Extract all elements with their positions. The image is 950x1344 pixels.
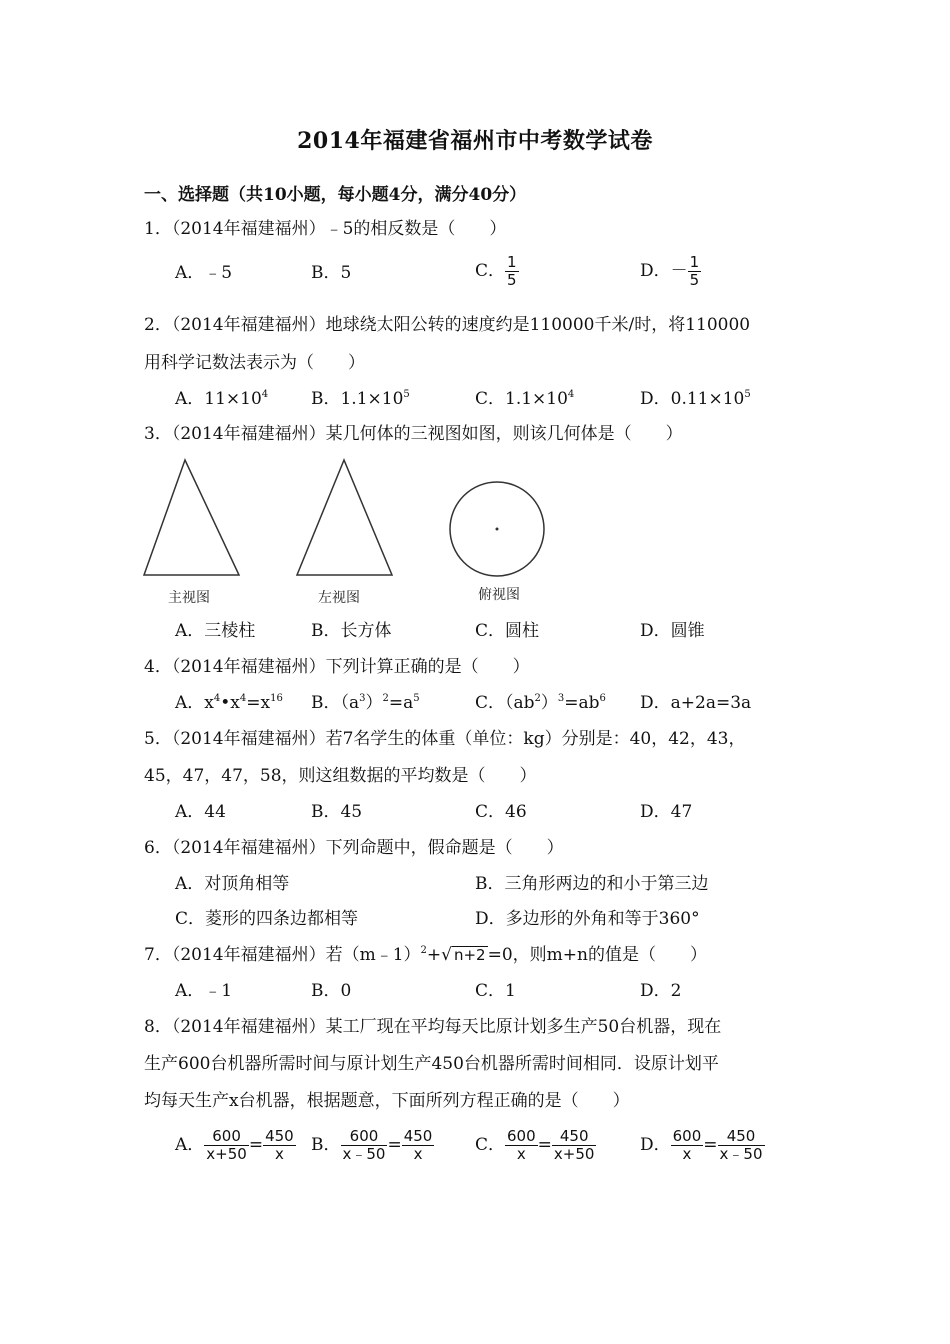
q2-c-exponent: 4 — [567, 389, 575, 400]
q8-b-label: B． — [311, 1135, 341, 1155]
q4-a-exp3: 16 — [270, 693, 283, 704]
q8-b-fraction2 — [402, 1128, 435, 1163]
q5-option-b: B．45 — [311, 802, 363, 822]
q7-option-c: C．1 — [475, 981, 516, 1001]
q4-b-part3: =a — [388, 693, 414, 713]
q8-d-num1: 600 — [672, 1127, 702, 1145]
q4-b-exp2: 2 — [382, 693, 389, 704]
q1-option-c-label: C． — [475, 261, 506, 281]
q4-a-part3: =x — [246, 693, 271, 713]
q1-option-d-fraction — [688, 254, 702, 289]
q3-option-b: B．长方体 — [311, 621, 392, 641]
q1-option-c-fraction — [505, 254, 519, 289]
q3-option-c: C．圆柱 — [475, 621, 540, 641]
q4-stem: 4．（2014年福建福州）下列计算正确的是（ ） — [144, 657, 530, 677]
q2-option-b — [311, 388, 410, 410]
q4-c-exp1: 2 — [534, 693, 541, 704]
left-view-triangle — [292, 456, 402, 580]
q8-d-fraction1 — [671, 1128, 704, 1163]
q8-d-equals: = — [703, 1135, 718, 1155]
q8-d-den2: x﹣50 — [719, 1145, 763, 1163]
q4-b-exp3: 5 — [413, 693, 420, 704]
q8-a-fraction1 — [204, 1128, 249, 1163]
q6-stem: 6．（2014年福建福州）下列命题中，假命题是（ ） — [144, 838, 564, 858]
q1-c-denominator: 5 — [507, 271, 517, 289]
q4-option-b — [311, 692, 420, 714]
page-title: 2014年福建省福州市中考数学试卷 — [297, 128, 653, 154]
q8-c-fraction1 — [505, 1128, 538, 1163]
q2-stem-line1: 2．（2014年福建福州）地球绕太阳公转的速度约是110000千米/时，将110000 — [144, 315, 751, 335]
q8-a-den2: x — [274, 1145, 284, 1163]
q8-a-num2: 450 — [265, 1127, 294, 1145]
q1-d-numerator: 1 — [689, 253, 700, 271]
q2-option-c — [475, 388, 574, 410]
sqrt-icon: √ — [441, 945, 452, 965]
q2-d-exponent: 5 — [744, 389, 751, 400]
q8-c-fraction2 — [552, 1128, 597, 1163]
q4-a-exp1: 4 — [213, 693, 221, 704]
q8-c-num1: 600 — [507, 1127, 536, 1145]
q8-b-num2: 450 — [403, 1127, 433, 1145]
q2-stem-line2: 用科学记数法表示为（ ） — [144, 353, 365, 373]
q8-a-label: A． — [175, 1135, 205, 1155]
q5-option-a: A．44 — [175, 802, 226, 822]
q8-b-den1: x﹣50 — [342, 1145, 386, 1163]
q8-a-den1: x+50 — [206, 1145, 247, 1163]
q3-option-d: D．圆锥 — [640, 621, 705, 641]
q4-option-d: D．a+2a=3a — [640, 693, 752, 713]
q4-b-exp1: 3 — [359, 693, 366, 704]
q8-a-fraction2 — [263, 1128, 296, 1163]
q2-b-exponent: 5 — [403, 389, 410, 400]
q8-option-c — [475, 1128, 596, 1163]
q4-a-part1: A．x — [175, 693, 214, 713]
q2-option-d — [640, 388, 751, 410]
q8-b-num1: 600 — [341, 1128, 388, 1146]
q8-c-den1: x — [516, 1145, 526, 1163]
q5-stem-line1: 5．（2014年福建福州）若7名学生的体重（单位：kg）分别是：40，42，43， — [144, 729, 746, 749]
q7-stem — [144, 944, 707, 966]
q8-stem-line1: 8．（2014年福建福州）某工厂现在平均每天比原计划多生产50台机器，现在 — [144, 1017, 722, 1037]
q4-a-part2: •x — [220, 693, 240, 713]
q8-stem-line2: 生产600台机器所需时间与原计划生产450台机器所需时间相同．设原计划平 — [144, 1054, 719, 1074]
q6-option-c: C．菱形的四条边都相等 — [175, 909, 359, 929]
q7-option-d: D．2 — [640, 981, 682, 1001]
q8-c-label: C． — [475, 1135, 506, 1155]
q7-radicand: n+2 — [453, 946, 486, 964]
q1-option-d-label: D． — [640, 261, 671, 281]
q8-b-den2: x — [413, 1145, 423, 1163]
q1-d-denominator: 5 — [689, 271, 700, 289]
q4-c-part2: ） — [540, 693, 558, 713]
q1-option-a: A．﹣5 — [175, 263, 233, 283]
q8-b-fraction1 — [341, 1128, 388, 1163]
q8-c-equals: = — [537, 1135, 552, 1155]
q7-option-b: B．0 — [311, 981, 352, 1001]
q3-option-a: A．三棱柱 — [175, 621, 256, 641]
q7-stem-part2: =0，则m+n的值是（ ） — [487, 945, 707, 965]
q4-a-exp2: 4 — [239, 693, 247, 704]
q1-d-minus: － — [670, 261, 688, 281]
q4-option-a — [175, 692, 283, 714]
q1-stem: 1．（2014年福建福州）﹣5的相反数是（ ） — [144, 219, 507, 239]
q8-d-den1: x — [682, 1145, 692, 1163]
q8-c-den2: x+50 — [553, 1145, 595, 1163]
q8-d-label: D． — [640, 1135, 671, 1155]
q4-b-part2: ） — [365, 693, 383, 713]
q4-c-exp2: 3 — [557, 693, 565, 704]
q4-b-part1: B．（a — [311, 693, 360, 713]
q5-stem-line2: 45，47，47，58，则这组数据的平均数是（ ） — [144, 766, 537, 786]
front-view-label: 主视图 — [168, 590, 210, 606]
q4-c-part3: =ab — [564, 693, 600, 713]
section-heading: 一、选择题（共10小题，每小题4分，满分40分） — [144, 185, 527, 205]
q1-option-c — [475, 254, 519, 289]
q8-option-b — [311, 1128, 434, 1163]
q2-d-base: D．0.11×10 — [640, 389, 745, 409]
left-view-label: 左视图 — [318, 590, 360, 606]
q5-option-d: D．47 — [640, 802, 693, 822]
q2-b-base: B．1.1×10 — [311, 389, 404, 409]
q3-stem: 3．（2014年福建福州）某几何体的三视图如图，则该几何体是（ ） — [144, 424, 683, 444]
q8-stem-line3: 均每天生产x台机器，根据题意，下面所列方程正确的是（ ） — [144, 1091, 630, 1111]
q2-a-base: A．11×10 — [175, 389, 262, 409]
q4-c-exp3: 6 — [599, 693, 606, 704]
q1-option-d — [640, 254, 701, 289]
q8-d-num2: 450 — [718, 1128, 765, 1146]
q8-option-a — [175, 1128, 296, 1163]
q6-option-d: D．多边形的外角和等于360° — [475, 909, 700, 929]
q6-option-b: B．三角形两边的和小于第三边 — [475, 874, 709, 894]
q8-a-num1: 600 — [204, 1128, 249, 1146]
q7-stem-plus: + — [426, 945, 442, 965]
top-view-label: 俯视图 — [478, 587, 520, 603]
q8-c-num2: 450 — [552, 1128, 597, 1146]
q8-a-equals: = — [248, 1135, 264, 1155]
q8-option-d — [640, 1128, 765, 1163]
q2-c-base: C．1.1×10 — [475, 389, 568, 409]
q7-stem-exponent: 2 — [420, 945, 427, 956]
q5-option-c: C．46 — [475, 802, 527, 822]
top-view-circle — [445, 479, 549, 583]
q4-option-c — [475, 692, 606, 714]
q6-option-a: A．对顶角相等 — [175, 874, 290, 894]
q4-c-part1: C．（ab — [475, 693, 535, 713]
q8-b-equals: = — [387, 1135, 402, 1155]
q7-option-a: A．﹣1 — [175, 981, 233, 1001]
q8-d-fraction2 — [718, 1128, 765, 1163]
q1-c-numerator: 1 — [507, 253, 517, 271]
q2-a-exponent: 4 — [261, 389, 269, 400]
q2-option-a — [175, 388, 268, 410]
front-view-triangle — [140, 456, 250, 580]
q7-stem-part1: 7．（2014年福建福州）若（m﹣1） — [144, 945, 421, 965]
q1-option-b: B．5 — [311, 263, 352, 283]
